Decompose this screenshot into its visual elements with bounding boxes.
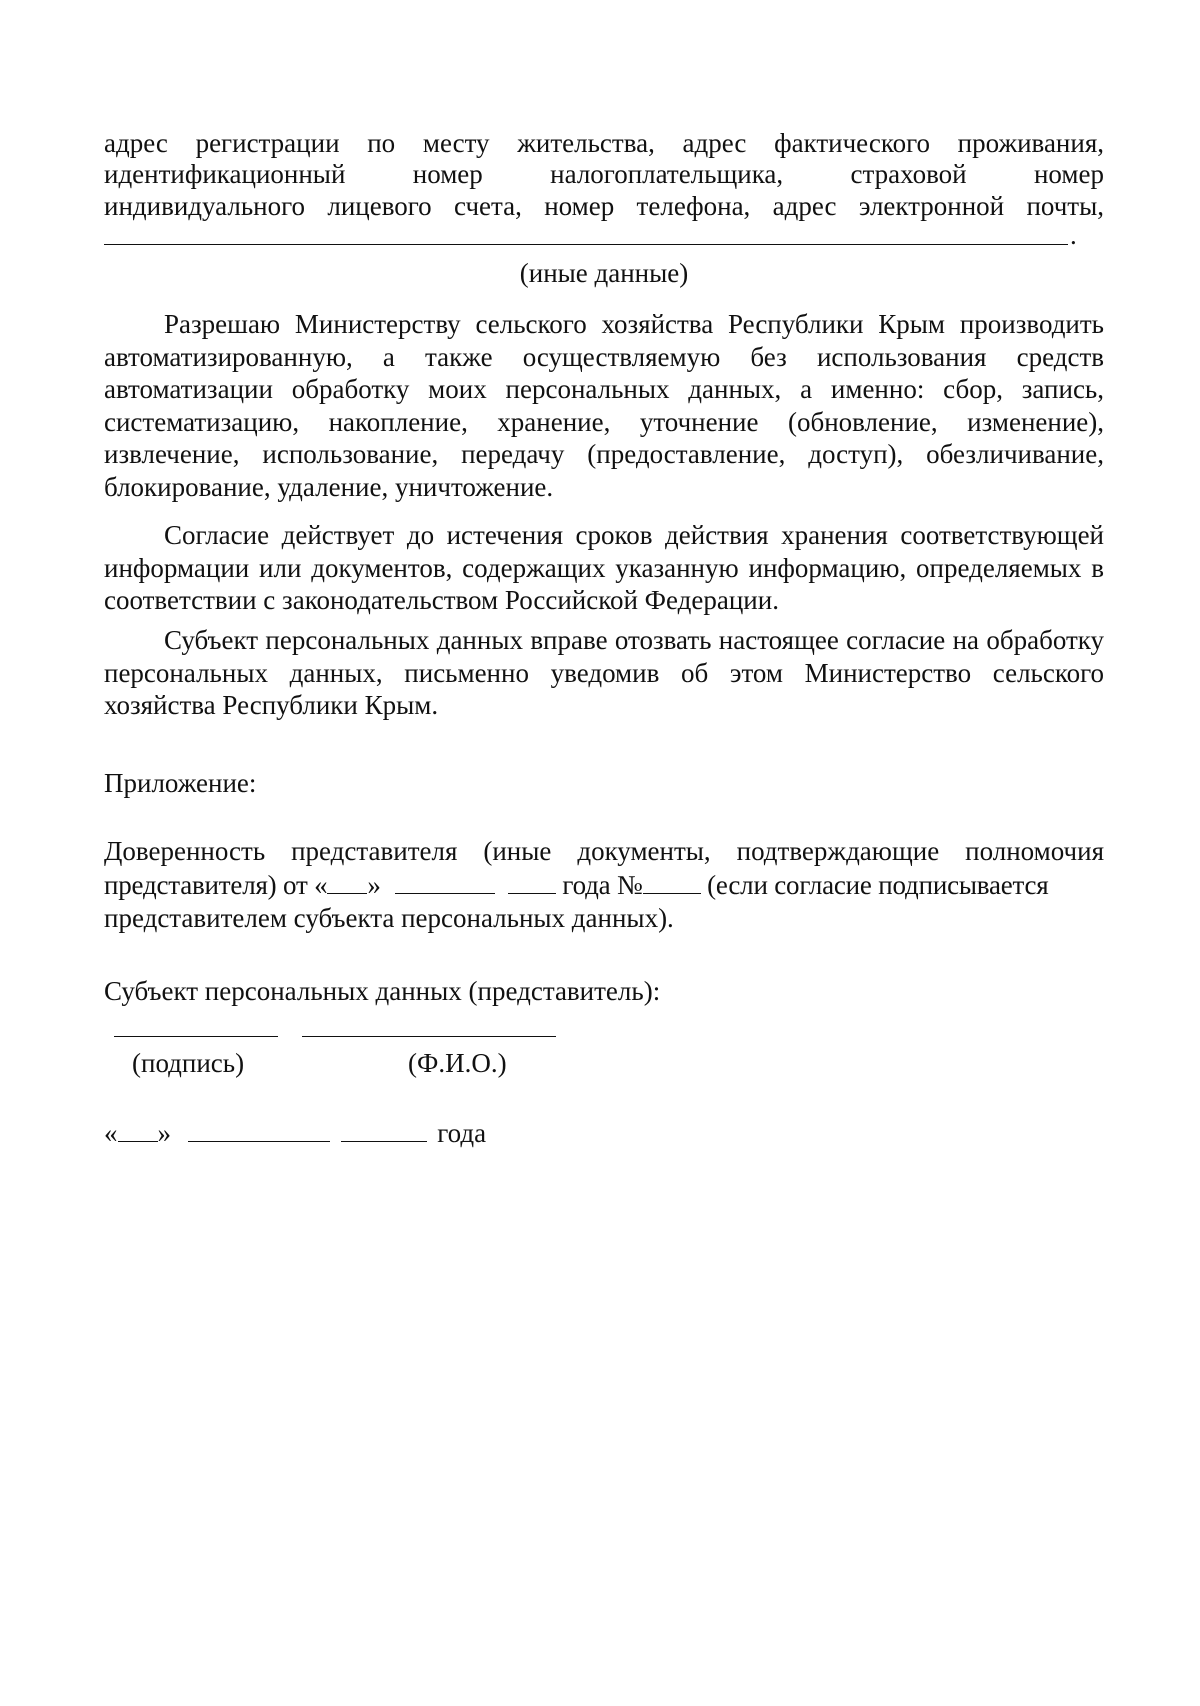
- attachment-heading: Приложение:: [104, 768, 257, 798]
- attachment-condition-text: (если согласие подписывается: [707, 870, 1049, 900]
- date-day-blank: [118, 1119, 158, 1142]
- attachment-year-number-label: года №: [562, 870, 643, 900]
- withdrawal-paragraph: Субъект персональных данных вправе отозвать настоящее согласие на обработку персональных данных, письменно уведомив об этом Министерство сельского хозяйства Республики Крым.: [104, 625, 1104, 721]
- signature-blank-line: [114, 1036, 278, 1037]
- date-quote-close: »: [157, 1118, 171, 1148]
- day-blank: [327, 871, 367, 894]
- date-line: [104, 1116, 1104, 1150]
- full-name-blank-line: [302, 1036, 556, 1037]
- year-blank: [508, 871, 556, 894]
- intro-line-1: адрес регистрации по месту жительства, адрес фактического проживания,: [104, 128, 1104, 158]
- intro-line-3: индивидуального лицевого счета, номер телефона, адрес электронной почты,: [104, 191, 1104, 221]
- date-year-label: года: [437, 1118, 487, 1148]
- attachment-from-label: представителя) от «: [104, 870, 328, 900]
- attachment-line-3: представителем субъекта персональных данных).: [104, 903, 674, 933]
- date-month-blank: [188, 1119, 330, 1142]
- validity-paragraph: Согласие действует до истечения сроков действия хранения соответствующей информации или документов, содержащих указанную информацию, определяемых в соответствии с законодательством Российской Федерации.: [104, 520, 1104, 616]
- date-year-blank: [341, 1119, 427, 1142]
- permission-paragraph: Разрешаю Министерству сельского хозяйства Республики Крым производить автоматизированную, а также осуществляемую без использования средств автоматизации обработку моих персональных данных, а именно: сбор, запись, систематизацию, накопление, хранение, уточнение (обновление, изменение), извлечение, использование, передачу (предоставление, доступ), обезличивание, блокирование, удаление, уничтожение.: [104, 309, 1104, 502]
- signature-caption: (подпись): [132, 1048, 245, 1078]
- attachment-line-2: [104, 868, 1104, 902]
- signature-heading: Субъект персональных данных (представитель):: [104, 976, 661, 1006]
- attachment-quote-close: »: [367, 870, 381, 900]
- trailing-dot: .: [1070, 220, 1077, 250]
- number-blank: [643, 871, 701, 894]
- month-blank: [395, 871, 495, 894]
- attachment-line-1: Доверенность представителя (иные документы, подтверждающие полномочия: [104, 836, 1104, 866]
- other-data-caption: (иные данные): [519, 258, 689, 288]
- date-quote-open: «: [104, 1118, 118, 1148]
- full-name-caption: (Ф.И.О.): [408, 1048, 507, 1078]
- other-data-blank-line: [104, 244, 1068, 245]
- intro-line-2: идентификационный номер налогоплательщика, страховой номер: [104, 159, 1104, 189]
